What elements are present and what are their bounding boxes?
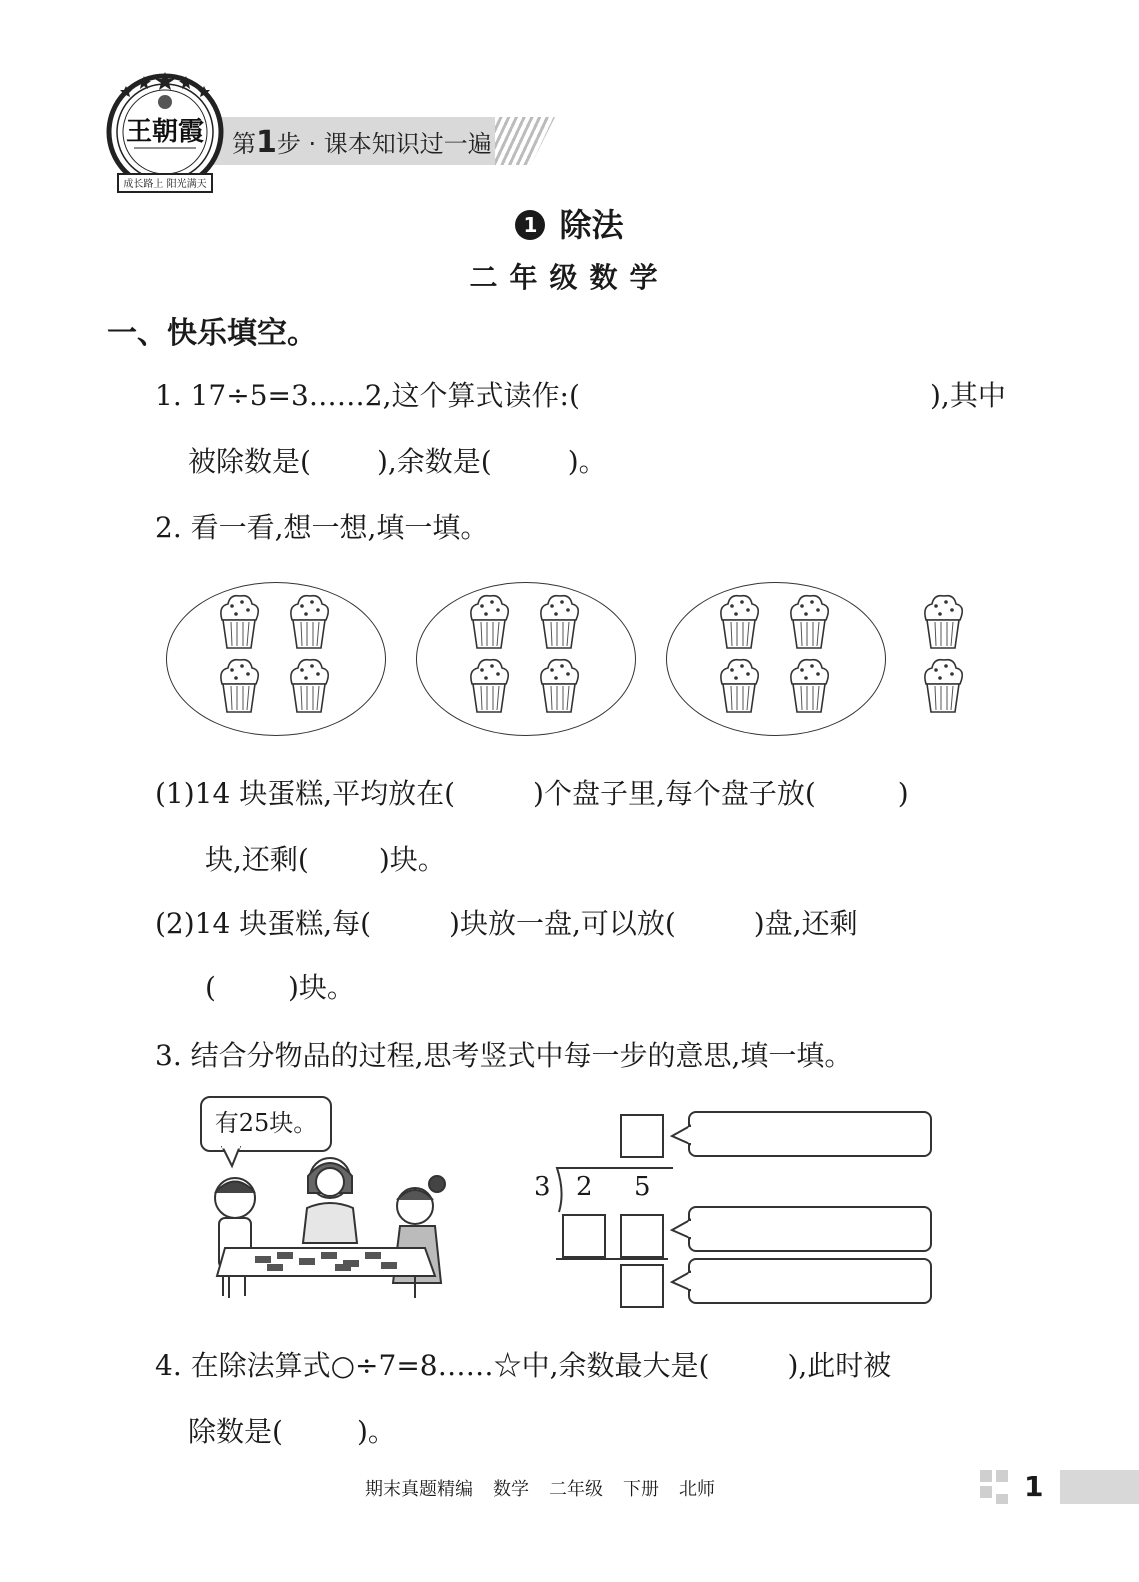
callout-pointers	[670, 1120, 692, 1320]
plate-1	[166, 582, 386, 736]
section-heading: 一、快乐填空。	[107, 316, 317, 351]
q1-line2: 被除数是( ),余数是( )。	[188, 445, 607, 478]
quotient-box[interactable]	[620, 1114, 664, 1158]
cupcake-icon	[536, 592, 582, 652]
lesson-number-badge: 1	[515, 210, 545, 240]
svg-text:王朝霞: 王朝霞	[125, 117, 205, 147]
q2-sub2-line1: (2)14 块蛋糕,每( )块放一盘,可以放( )盘,还剩	[155, 907, 858, 940]
cupcake-icon	[536, 656, 582, 716]
cupcake-icon	[466, 592, 512, 652]
cupcake-icon	[920, 656, 966, 716]
page-number: 1	[1024, 1470, 1044, 1503]
cupcake-icon	[216, 656, 262, 716]
footer-info: 期末真题精编 数学 二年级 下册 北师	[365, 1479, 715, 1500]
q2-sub1-line2: 块,还剩( )块。	[205, 843, 446, 876]
lesson-title: 1 除法	[0, 200, 1139, 246]
q3-prompt: 3. 结合分物品的过程,思考竖式中每一步的意思,填一填。	[155, 1039, 853, 1072]
q4-line1: 4. 在除法算式○÷7=8……☆中,余数最大是( ),此时被	[155, 1349, 892, 1382]
callout-remainder[interactable]	[688, 1258, 932, 1304]
product-box-ones[interactable]	[620, 1214, 664, 1258]
plate-2	[416, 582, 636, 736]
speech-bubble: 有25块。	[200, 1096, 332, 1152]
children-illustration	[205, 1148, 450, 1300]
cupcake-icon	[286, 656, 332, 716]
brand-logo	[100, 70, 230, 200]
svg-text:成长路上 阳光满天: 成长路上 阳光满天	[123, 179, 207, 190]
division-bracket	[545, 1162, 675, 1214]
remainder-box[interactable]	[620, 1264, 664, 1308]
divisor: 3	[534, 1172, 551, 1202]
callout-quotient[interactable]	[688, 1111, 932, 1157]
subtraction-line	[556, 1258, 668, 1260]
dividend-ones: 5	[634, 1172, 651, 1202]
product-box-tens[interactable]	[562, 1214, 606, 1258]
cupcake-icon	[786, 656, 832, 716]
q2-prompt: 2. 看一看,想一想,填一填。	[155, 511, 489, 544]
subject-title: 二年级数学	[469, 261, 670, 294]
cupcake-icon	[920, 592, 966, 652]
cupcake-icon	[466, 656, 512, 716]
q2-sub2-line2: ( )块。	[205, 971, 355, 1004]
cupcake-icon	[216, 592, 262, 652]
cupcake-icon	[716, 656, 762, 716]
step-title: 第1步 · 课本知识过一遍	[232, 125, 492, 160]
q4-line2: 除数是( )。	[188, 1415, 396, 1448]
cupcake-icon	[786, 592, 832, 652]
cupcake-icon	[716, 592, 762, 652]
plate-3	[666, 582, 886, 736]
cupcake-icon	[286, 592, 332, 652]
dividend-tens: 2	[576, 1172, 593, 1202]
q1-line1-end: ),其中	[930, 379, 1006, 412]
page-bar	[1060, 1470, 1139, 1504]
q1-line1: 1. 17÷5=3……2,这个算式读作:(	[155, 379, 580, 412]
callout-product[interactable]	[688, 1206, 932, 1252]
q2-sub1-line1: (1)14 块蛋糕,平均放在( )个盘子里,每个盘子放( )	[155, 777, 909, 810]
